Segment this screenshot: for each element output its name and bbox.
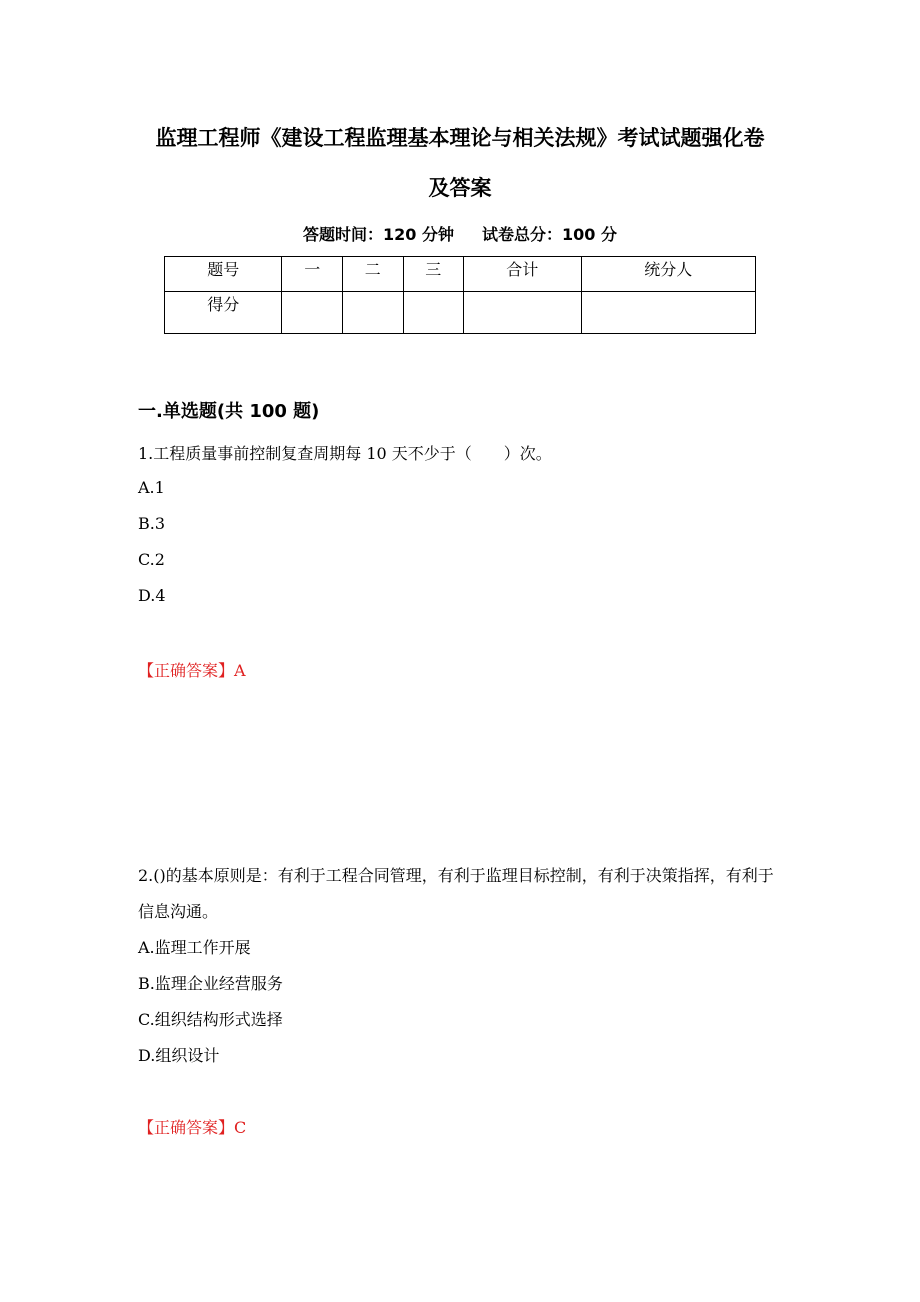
- question-2-stem: 2.()的基本原则是：有利于工程合同管理，有利于监理目标控制，有利于决策指挥，有利于信息沟通。: [138, 866, 774, 921]
- score-cell: [403, 292, 464, 334]
- score-cell: [464, 292, 581, 334]
- score-cell: [581, 292, 755, 334]
- question-1-option-b: B.3: [138, 514, 166, 533]
- question-1-answer: 【正确答案】A: [138, 661, 246, 680]
- question-2-answer: 【正确答案】C: [138, 1118, 247, 1137]
- score-table-row-label: 得分: [165, 292, 282, 334]
- question-1-option-c: C.2: [138, 550, 165, 569]
- score-table: [164, 256, 756, 334]
- exam-info: [0, 222, 920, 245]
- question-1-option-d: D.4: [138, 586, 166, 605]
- score-table-header-row: [165, 257, 756, 292]
- score-cell: [343, 292, 404, 334]
- question-2-option-b: B.监理企业经营服务: [138, 974, 283, 993]
- score-table-score-row: [165, 292, 756, 334]
- score-table-header: 一: [282, 257, 343, 292]
- section-title: 一.单选题(共 100 题): [138, 401, 320, 422]
- score-cell: [282, 292, 343, 334]
- document-title-line-1: 监理工程师《建设工程监理基本理论与相关法规》考试试题强化卷: [155, 126, 765, 150]
- score-table-header: 二: [343, 257, 404, 292]
- score-table-header: 统分人: [581, 257, 755, 292]
- exam-time: 答题时间：120 分钟: [303, 225, 454, 244]
- question-2-option-a: A.监理工作开展: [138, 938, 251, 957]
- document-title-line-2: 及答案: [428, 176, 492, 200]
- question-2-option-d: D.组织设计: [138, 1046, 220, 1065]
- exam-total-score: 试卷总分：100 分: [482, 225, 617, 244]
- question-1-stem: 1.工程质量事前控制复查周期每 10 天不少于（ ）次。: [138, 444, 552, 463]
- score-table-header: 合计: [464, 257, 581, 292]
- score-table-header: 三: [403, 257, 464, 292]
- question-1-option-a: A.1: [138, 478, 165, 497]
- question-2-option-c: C.组织结构形式选择: [138, 1010, 283, 1029]
- score-table-header: 题号: [165, 257, 282, 292]
